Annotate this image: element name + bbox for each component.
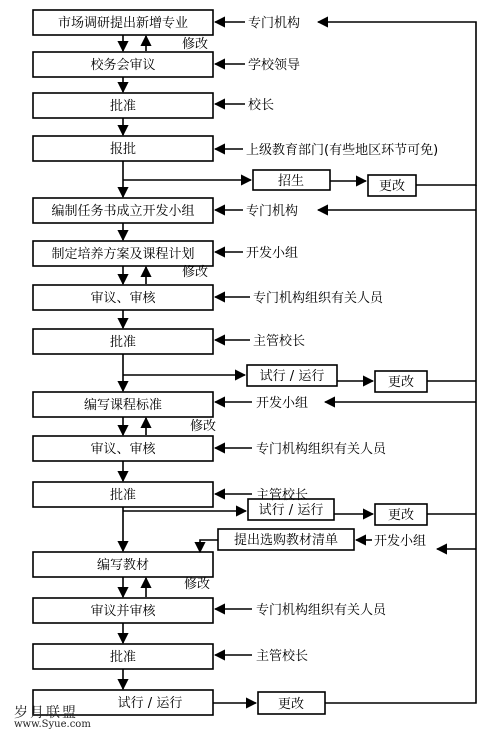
note-label: 开发小组: [256, 396, 309, 411]
box-label: 更改: [277, 697, 305, 712]
box-review-2: [33, 436, 213, 461]
box-review-1: [33, 285, 213, 310]
box-label: 批准: [109, 488, 137, 503]
box-change-2: [375, 371, 427, 392]
watermark-url: www.Syue.com: [14, 719, 91, 730]
note-label: 专门机构组织有关人员: [256, 442, 387, 457]
box-label: 审议并审核: [90, 604, 156, 619]
note-label: 主管校长: [256, 649, 309, 664]
box-label: 编写课程标准: [83, 398, 163, 413]
box-label: 批准: [109, 335, 137, 350]
note-label: 开发小组: [374, 534, 427, 549]
box-label: 编写教材: [96, 558, 150, 573]
box-approve-2: [33, 329, 213, 354]
box-label: 招生: [277, 174, 305, 189]
box-label: 更改: [387, 508, 415, 523]
box-approve-3: [33, 482, 213, 507]
box-label: 提出选购教材清单: [233, 533, 339, 548]
box-change-1: [368, 175, 416, 196]
box-approve-4: [33, 644, 213, 669]
revise-label: 修改: [182, 265, 209, 280]
box-textbook-list: [218, 529, 354, 550]
note-label: 校长: [248, 98, 275, 113]
box-label: 审议、审核: [90, 442, 156, 457]
box-change-3: [375, 504, 427, 525]
box-approve-1: [33, 93, 213, 118]
box-label: 更改: [378, 179, 406, 194]
box-label: 市场调研提出新增专业: [57, 16, 189, 31]
box-label: 批准: [109, 650, 137, 665]
feedback-arrow: [318, 22, 476, 185]
note-label: 专门机构组织有关人员: [256, 603, 387, 618]
note-label: 主管校长: [253, 334, 306, 349]
box-label: 制定培养方案及课程计划: [51, 247, 195, 262]
note-label: 开发小组: [246, 246, 299, 261]
box-change-4: [258, 692, 325, 714]
box-school-council: [33, 52, 213, 77]
note-label: 专门机构: [248, 16, 301, 31]
box-review-3: [33, 598, 213, 623]
box-label: 试行 / 运行: [117, 696, 183, 711]
box-label: 校务会审议: [90, 58, 156, 73]
revise-label: 修改: [184, 577, 211, 592]
feedback-loops: [318, 22, 476, 703]
watermark-name: 岁月联盟: [14, 705, 78, 721]
note-label: 上级教育部门(有些地区环节可免): [246, 143, 439, 158]
box-enroll: [253, 170, 330, 190]
box-report: [33, 136, 213, 161]
box-label: 报批: [109, 142, 137, 157]
box-label: 更改: [387, 375, 415, 390]
note-label: 专门机构组织有关人员: [253, 291, 384, 306]
box-task-team: [33, 198, 213, 223]
down-arrow: [200, 540, 218, 552]
watermark: [14, 706, 91, 730]
box-label: 批准: [109, 99, 137, 114]
box-label: 试行 / 运行: [258, 503, 324, 518]
revise-label: 修改: [190, 419, 217, 434]
box-course-standard: [33, 392, 213, 417]
note-label: 专门机构: [246, 204, 299, 219]
box-trial-1: [247, 365, 337, 386]
box-label: 编制任务书成立开发小组: [51, 204, 195, 219]
revise-label: 修改: [182, 37, 209, 52]
box-training-plan: [33, 241, 213, 266]
box-label: 审议、审核: [90, 291, 156, 306]
box-label: 试行 / 运行: [259, 369, 325, 384]
box-market-research: [33, 10, 213, 35]
box-write-textbook: [33, 552, 213, 577]
note-label: 学校领导: [248, 58, 301, 73]
note-label: 主管校长: [256, 488, 309, 503]
